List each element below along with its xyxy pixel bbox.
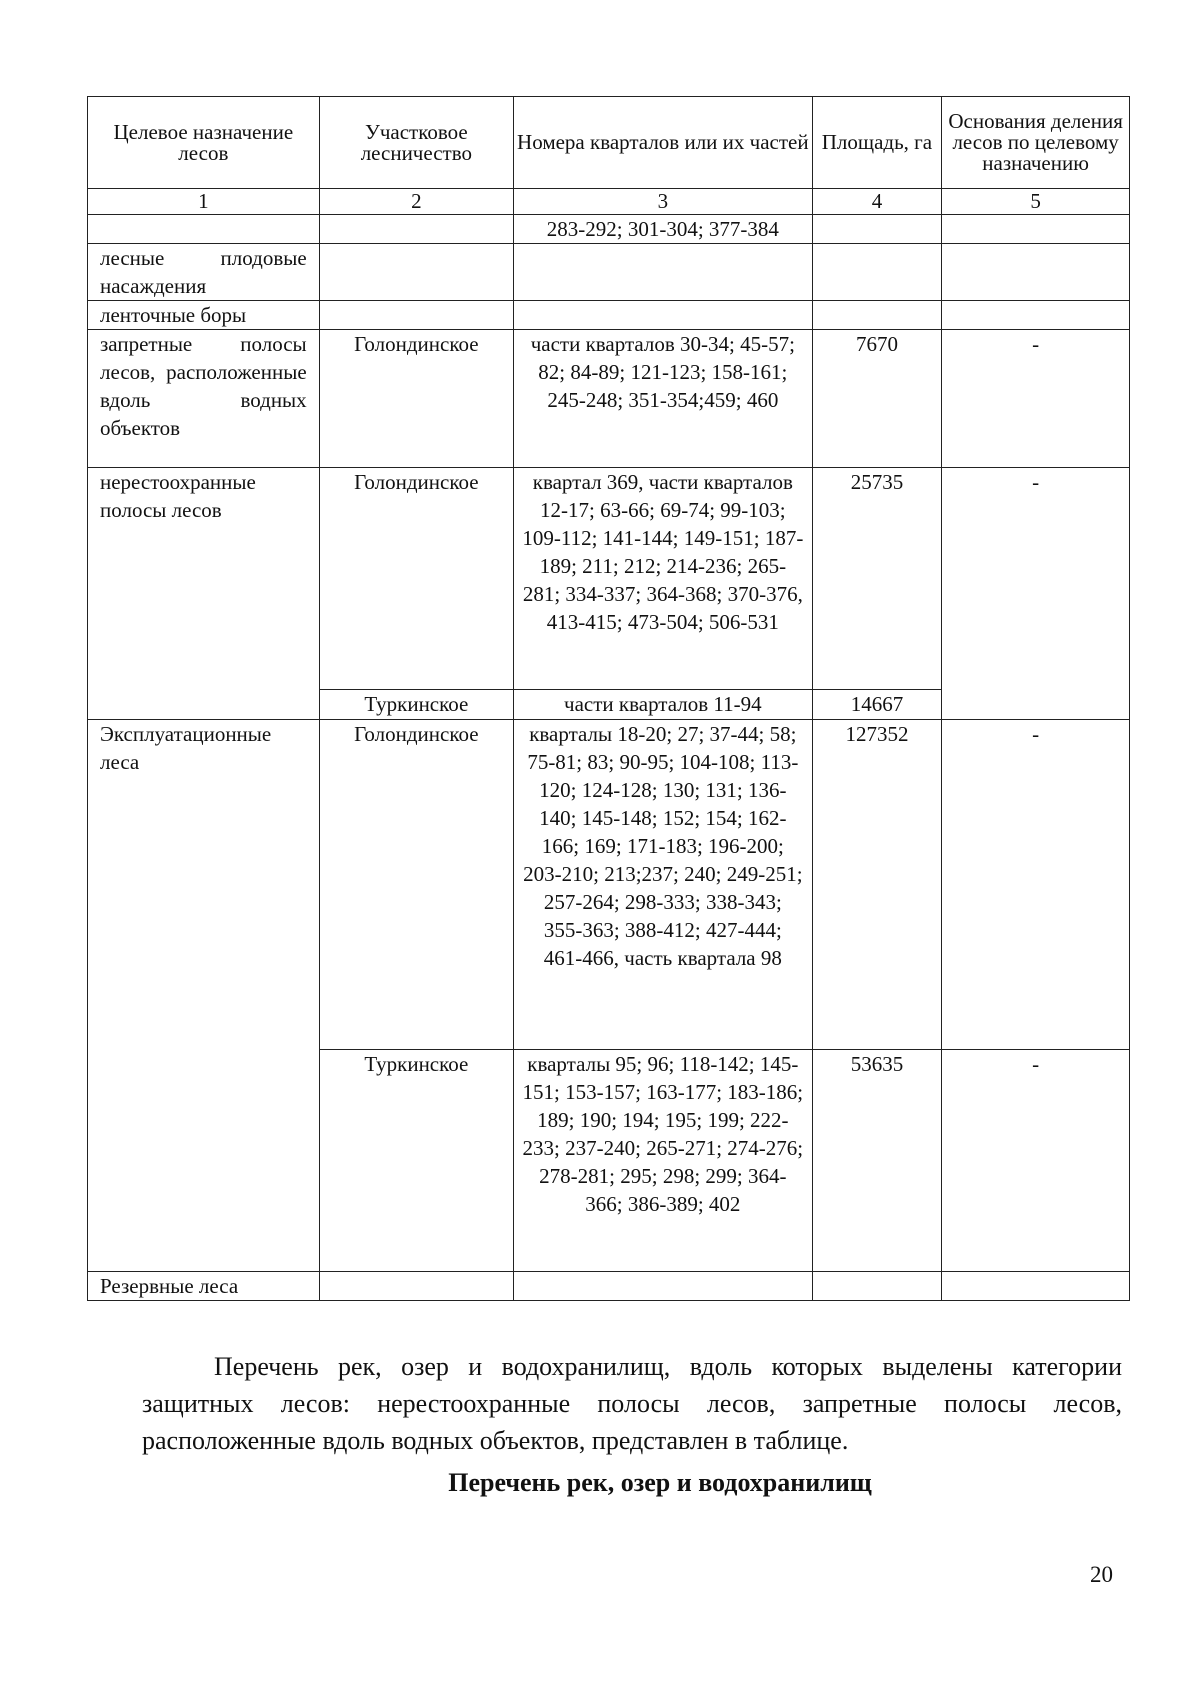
cell-purpose: лесные плодовые насаждения [88,244,320,301]
table-row [88,301,1130,330]
cell-forestry: Туркинское [319,690,513,720]
cell-area [812,1272,942,1301]
cell-basis [942,1272,1130,1301]
header-quarters: Номера кварталов или их частей [514,97,813,189]
cell-purpose: нерестоохранные полосы лесов [88,468,320,720]
cell-forestry [319,244,513,301]
cell-area: 25735 [812,468,942,690]
column-number-row [88,189,1130,215]
cell-forestry: Голондинское [319,330,513,468]
cell-quarters: части кварталов 30-34; 45-57; 82; 84-89; 121-123; 158-161; 245-248; 351-354;459; 460 [514,330,813,468]
header-forestry: Участковое лесничество [319,97,513,189]
cell-quarters: части кварталов 11-94 [514,690,813,720]
cell-forestry [319,301,513,330]
section-heading: Перечень рек, озер и водохранилищ [448,1468,872,1497]
cell-quarters: 283-292; 301-304; 377-384 [514,215,813,244]
cell-basis: - [942,330,1130,468]
cell-purpose: Эксплуатационные леса [88,720,320,1272]
cell-basis: - [942,468,1130,720]
cell-forestry [319,1272,513,1301]
table-row [88,244,1130,301]
cell-purpose [88,215,320,244]
table-row [88,720,1130,1050]
table-row [88,1272,1130,1301]
page-number: 20 [1090,1562,1113,1587]
cell-area: 127352 [812,720,942,1050]
header-area: Площадь, га [812,97,942,189]
cell-quarters: кварталы 95; 96; 118-142; 145-151; 153-157; 163-177; 183-186; 189; 190; 194; 195; 199; 222-233; 237-240; 265-271; 274-276; 278-281; 295; 298; 299; 364-366; 386-389; 402 [514,1050,813,1272]
cell-basis: - [942,1050,1130,1272]
cell-purpose: Резервные леса [88,1272,320,1301]
cell-area: 7670 [812,330,942,468]
cell-area [812,215,942,244]
cell-area [812,301,942,330]
cell-purpose: запретные полосы лесов, расположенные вдоль водных объектов [88,330,320,468]
cell-forestry: Голондинское [319,720,513,1050]
cell-quarters: квартал 369, части кварталов 12-17; 63-66; 69-74; 99-103; 109-112; 141-144; 149-151; 187-189; 211; 212; 214-236; 265-281; 334-337; 364-368; 370-376, 413-415; 473-504; 506-531 [514,468,813,690]
header-purpose: Целевое назначение лесов [88,97,320,189]
cell-forestry [319,215,513,244]
cell-area [812,244,942,301]
body-paragraph: Перечень рек, озер и водохранилищ, вдоль которых выделены категории защитных лесов: нерестоохранные полосы лесов, запретные полосы лесов, расположенные вдоль водных объектов, представлен в таблице. [142,1352,1122,1455]
header-basis: Основания деления лесов по целевому назначению [942,97,1130,189]
column-number: 1 [88,189,320,215]
cell-quarters [514,244,813,301]
forest-purpose-table [87,96,1130,1301]
cell-quarters [514,301,813,330]
column-number: 4 [812,189,942,215]
table-row [88,468,1130,690]
table-row [88,215,1130,244]
column-number: 5 [942,189,1130,215]
cell-quarters [514,1272,813,1301]
cell-basis [942,301,1130,330]
cell-forestry: Голондинское [319,468,513,690]
cell-basis [942,244,1130,301]
cell-forestry: Туркинское [319,1050,513,1272]
column-number: 2 [319,189,513,215]
cell-quarters: кварталы 18-20; 27; 37-44; 58; 75-81; 83; 90-95; 104-108; 113-120; 124-128; 130; 131; 136-140; 145-148; 152; 154; 162-166; 169; 171-183; 196-200; 203-210; 213;237; 240; 249-251; 257-264; 298-333; 338-343; 355-363; 388-412; 427-444; 461-466, часть квартала 98 [514,720,813,1050]
cell-area: 53635 [812,1050,942,1272]
table-header-row [88,97,1130,189]
cell-basis: - [942,720,1130,1050]
table-row [88,330,1130,468]
cell-basis [942,215,1130,244]
column-number: 3 [514,189,813,215]
cell-purpose: ленточные боры [88,301,320,330]
cell-area: 14667 [812,690,942,720]
